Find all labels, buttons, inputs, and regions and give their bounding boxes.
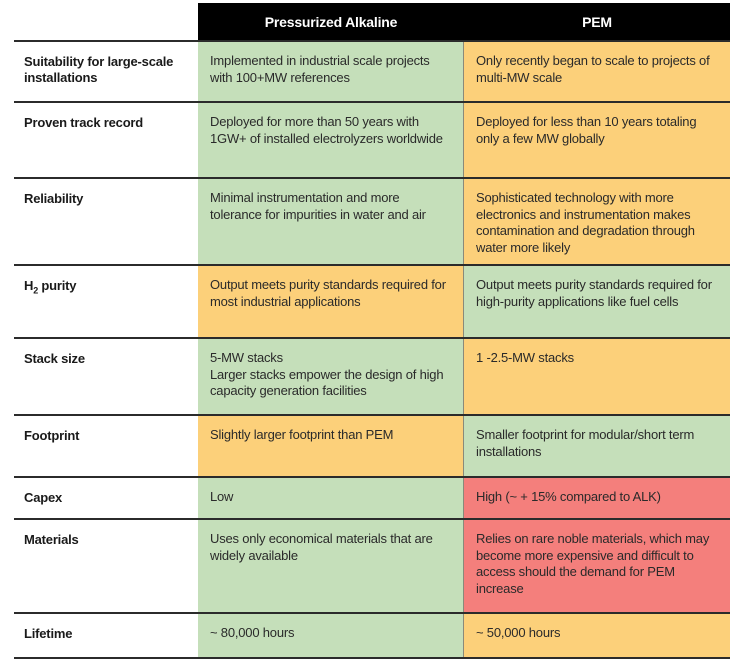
table-row bbox=[14, 337, 730, 414]
alkaline-cell: Uses only economical materials that are widely available bbox=[198, 520, 464, 612]
row-label: Capex bbox=[24, 490, 63, 505]
pem-cell: Sophisticated technology with more electronics and instrumentation makes contamination and degradation through water more likely bbox=[464, 179, 730, 264]
pem-cell: Output meets purity standards required for high-purity applications like fuel cells bbox=[464, 266, 730, 337]
alkaline-cell: Slightly larger footprint than PEM bbox=[198, 416, 464, 476]
alkaline-cell: Output meets purity standards required for most industrial applications bbox=[198, 266, 464, 337]
pem-cell: Relies on rare noble materials, which may become more expensive and difficult to access should the demand for PEM increase bbox=[464, 520, 730, 612]
alkaline-cell-line: Larger stacks empower the design of high capacity generation facilities bbox=[210, 366, 444, 398]
table-row bbox=[14, 264, 730, 337]
row-label: Footprint bbox=[24, 428, 80, 443]
label-h: H bbox=[24, 278, 34, 293]
row-label: Suitability for large-scale installations bbox=[24, 54, 174, 85]
header-pem: PEM bbox=[464, 3, 730, 40]
row-label: Stack size bbox=[24, 351, 85, 366]
table-row bbox=[14, 612, 730, 659]
pem-cell: ~ 50,000 hours bbox=[464, 614, 730, 657]
table-row bbox=[14, 40, 730, 101]
pem-cell: Deployed for less than 10 years totaling only a few MW globally bbox=[464, 103, 730, 177]
alkaline-cell: Low bbox=[198, 478, 464, 518]
alkaline-cell: ~ 80,000 hours bbox=[198, 614, 464, 657]
pem-cell: High (~ + 15% compared to ALK) bbox=[464, 478, 730, 518]
alkaline-cell-line: 5-MW stacks bbox=[210, 350, 283, 365]
row-label: Materials bbox=[24, 532, 79, 547]
alkaline-cell: Deployed for more than 50 years with 1GW+ of installed electrolyzers worldwide bbox=[198, 103, 464, 177]
table-row bbox=[14, 476, 730, 518]
table-header bbox=[14, 3, 730, 40]
table-row bbox=[14, 101, 730, 177]
pem-cell: 1 -2.5-MW stacks bbox=[464, 339, 730, 414]
alkaline-cell bbox=[198, 339, 464, 414]
header-pressurized-alkaline: Pressurized Alkaline bbox=[198, 3, 464, 40]
row-label: Reliability bbox=[24, 191, 84, 206]
label-subscript: 2 bbox=[33, 285, 39, 296]
alkaline-cell: Implemented in industrial scale projects with 100+MW references bbox=[198, 42, 464, 101]
comparison-table bbox=[14, 3, 730, 659]
header-blank bbox=[14, 3, 198, 40]
table-row bbox=[14, 177, 730, 264]
row-label bbox=[14, 266, 198, 337]
table-row bbox=[14, 414, 730, 476]
row-label: Lifetime bbox=[24, 626, 73, 641]
label-rest: purity bbox=[38, 278, 77, 293]
table-row bbox=[14, 518, 730, 612]
row-label: Proven track record bbox=[24, 115, 144, 130]
alkaline-cell: Minimal instrumentation and more tolerance for impurities in water and air bbox=[198, 179, 464, 264]
pem-cell: Smaller footprint for modular/short term installations bbox=[464, 416, 730, 476]
pem-cell: Only recently began to scale to projects of multi-MW scale bbox=[464, 42, 730, 101]
